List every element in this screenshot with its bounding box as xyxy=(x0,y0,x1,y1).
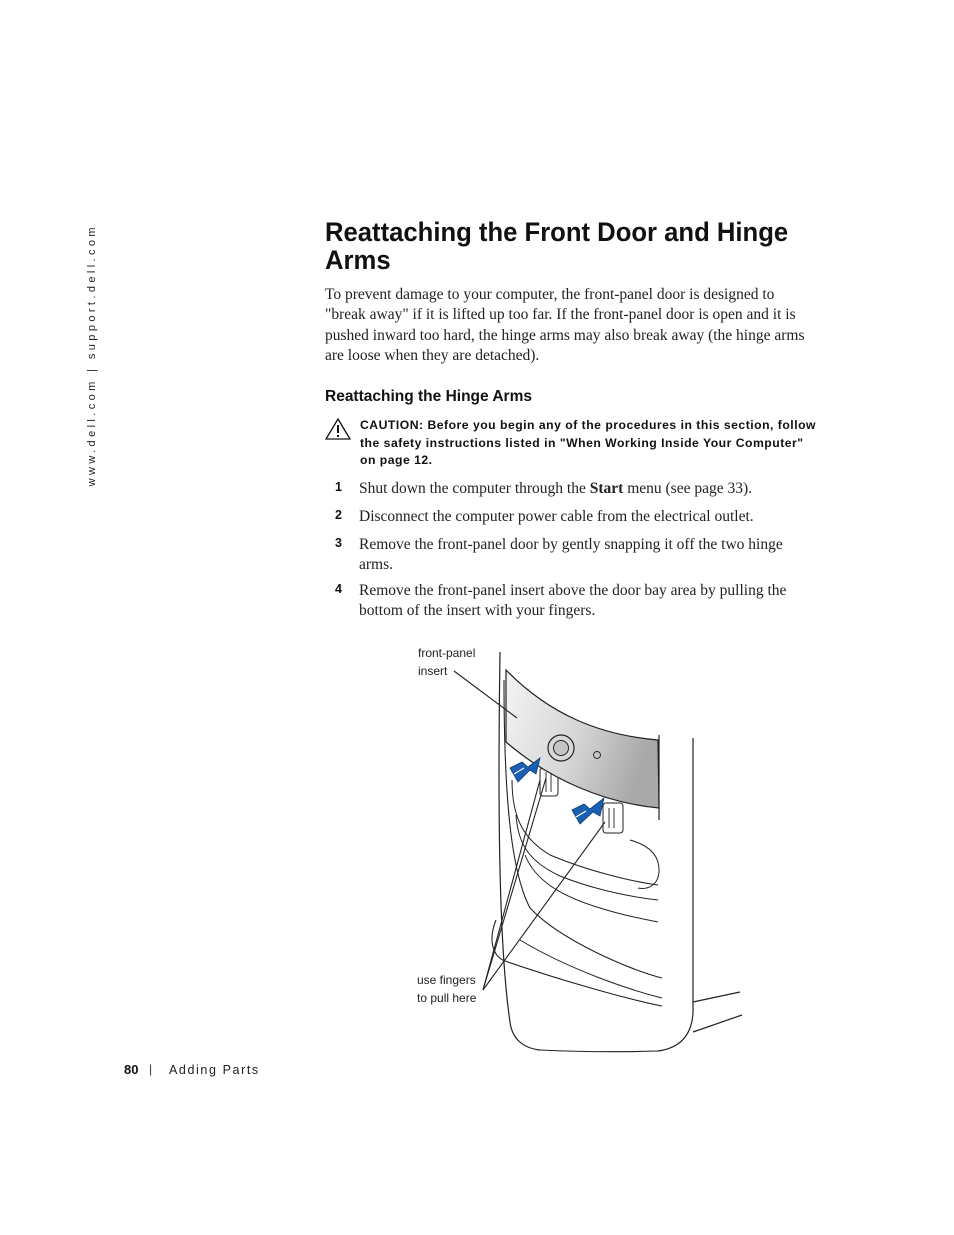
sidebar-url: www.dell.com | support.dell.com xyxy=(86,224,98,487)
blue-arrow-right xyxy=(572,798,604,824)
step-text: Shut down the computer through the Start menu (see page 33). xyxy=(359,480,753,497)
callout-use-fingers: use fingers to pull here xyxy=(417,973,477,1005)
step-text: Remove the front-panel insert above the door bay area by pulling the bottom of the insert with your fingers. xyxy=(359,582,787,619)
step-text: Remove the front-panel door by gently snapping it off the two hinge arms. xyxy=(359,536,783,573)
computer-front-panel-figure xyxy=(400,640,760,1060)
step-text: Disconnect the computer power cable from the electrical outlet. xyxy=(359,508,754,525)
intro-paragraph: To prevent damage to your computer, the front-panel door is designed to "break away" if it is lifted up too far. If the front-panel door is open and it is pushed inward too hard, the hinge arms may also break away (the hinge arms are loose when they are detached). xyxy=(325,286,805,365)
section-subheading: Reattaching the Hinge Arms xyxy=(325,388,532,405)
callout-front-panel-insert: front-panel insert xyxy=(418,646,476,678)
blue-arrow-left xyxy=(510,758,540,782)
page-number: 80 xyxy=(124,1062,139,1077)
step-number: 4 xyxy=(335,582,342,596)
footer-section-title: Adding Parts xyxy=(169,1063,260,1077)
step-number: 1 xyxy=(335,480,342,494)
step-number: 3 xyxy=(335,536,342,550)
footer-separator: | xyxy=(149,1062,153,1076)
start-menu-label: Start xyxy=(589,480,624,497)
warning-triangle-icon xyxy=(325,418,351,440)
caution-text: CAUTION: Before you begin any of the procedures in this section, follow the safety instructions listed in "When Working Inside Your Computer" on page 12. xyxy=(360,418,817,467)
page-title: Reattaching the Front Door and Hinge Arms xyxy=(325,217,789,275)
step-number: 2 xyxy=(335,508,342,522)
